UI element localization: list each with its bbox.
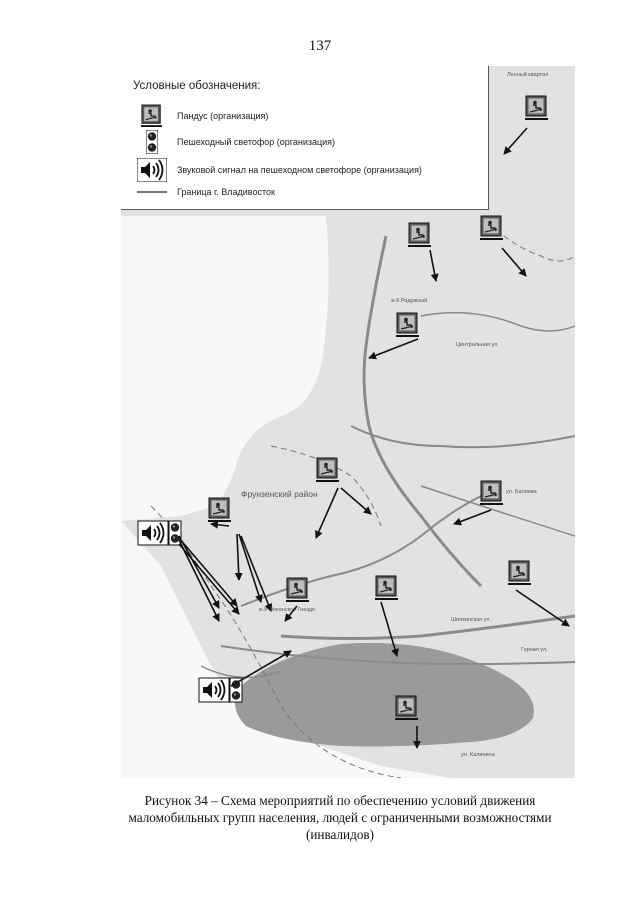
caption-line: (инвалидов) <box>305 827 375 842</box>
traffic-light-icon <box>146 130 158 154</box>
page-number: 137 <box>308 38 332 54</box>
label-gornaya: Горная ул. <box>521 647 548 653</box>
speaker-icon <box>137 158 167 182</box>
legend-item-ramp <box>131 104 268 128</box>
caption-line: маломобильных групп населения, людей с ограниченными возможностями <box>128 810 552 825</box>
label-district: Фрунзенский район <box>241 489 318 499</box>
map-legend <box>121 66 489 210</box>
label-okeanskiy: ж.К Океанское Гнездо <box>259 607 316 613</box>
label-kalinina: ул. Калинина <box>461 752 495 758</box>
legend-item-traffic-light <box>131 130 335 154</box>
label-tsentralnaya: Центральная ул. <box>456 342 499 348</box>
speaker-icon <box>138 521 168 545</box>
label-radugny: ж.К Радужный <box>391 298 428 304</box>
caption-line: Рисунок 34 – Схема мероприятий по обеспечению условий движения <box>144 793 536 808</box>
traffic-light-icon <box>230 678 242 702</box>
ramp-icon <box>141 104 163 128</box>
ramp-icon <box>396 313 419 336</box>
ramp-icon <box>375 576 398 599</box>
legend-label: Пандус (организация) <box>177 111 269 121</box>
legend-label: Граница г. Владивосток <box>177 187 275 197</box>
boundary-line-icon <box>137 189 167 195</box>
ramp-icon <box>408 223 431 246</box>
ramp-icon <box>480 216 503 239</box>
ramp-icon <box>316 458 339 481</box>
ramp-icon <box>395 696 418 719</box>
legend-label: Звуковой сигнал на пешеходном светофоре (организация) <box>177 165 422 175</box>
legend-item-speaker <box>131 158 422 182</box>
ramp-icon <box>525 96 548 119</box>
legend-item-boundary <box>131 180 275 204</box>
ramp-icon <box>508 561 531 584</box>
legend-label: Пешеходный светофор (организация) <box>177 137 336 147</box>
label-balyaeva: ул. Баляева <box>506 489 537 495</box>
label-shilkinskaya: Шилкинская ул. <box>451 617 492 623</box>
ramp-icon <box>286 578 309 601</box>
speaker-icon <box>199 678 229 702</box>
legend-title: Условные обозначения: <box>133 80 261 92</box>
ramp-icon <box>480 481 503 504</box>
label-kvartal: Ленный квартал <box>507 72 549 78</box>
figure-caption <box>60 792 620 843</box>
ramp-icon <box>208 498 231 521</box>
